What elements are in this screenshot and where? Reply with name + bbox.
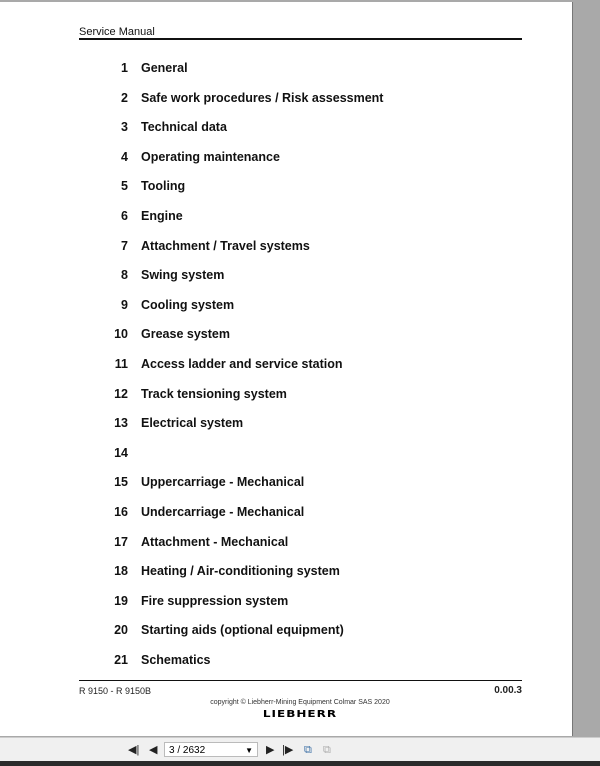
last-page-icon[interactable]: |▶ — [282, 744, 294, 756]
toc-number: 11 — [114, 357, 128, 371]
copyright: copyright © Liebherr-Mining Equipment Colmar SAS 2020 — [210, 699, 390, 706]
taskbar — [0, 761, 600, 766]
toc-title: Grease system — [141, 327, 230, 342]
toc-title: Electrical system — [141, 416, 244, 431]
liebherr-logo: LIEBHERR — [262, 708, 338, 720]
toc-title: Fire suppression system — [141, 593, 289, 608]
previous-view-icon[interactable]: ⧉ — [304, 744, 312, 756]
next-page-icon[interactable]: ▶ — [266, 744, 275, 756]
toc-number: 14 — [114, 445, 128, 460]
document-page — [0, 2, 573, 736]
toc-number: 4 — [121, 149, 128, 164]
toc-number: 12 — [114, 386, 128, 401]
previous-page-icon[interactable]: ◀ — [149, 744, 158, 756]
header-divider — [79, 38, 522, 40]
toc-title: Access ladder and service station — [141, 357, 343, 371]
toc-number: 9 — [121, 297, 128, 312]
toc-title: Undercarriage - Mechanical — [141, 505, 305, 519]
toc-number: 5 — [121, 179, 128, 194]
toc-title: Swing system — [141, 268, 225, 283]
footer-divider — [79, 680, 522, 681]
toc-number: 17 — [114, 534, 128, 549]
page-number: 0.00.3 — [494, 685, 522, 696]
toc-number: 2 — [121, 90, 128, 105]
toc-number: 21 — [114, 653, 128, 667]
toc-number: 7 — [121, 238, 128, 253]
toc-title: Track tensioning system — [141, 386, 287, 401]
model-label: R 9150 - R 9150B — [79, 686, 152, 696]
toc-title: Heating / Air-conditioning system — [141, 564, 340, 579]
toc-title: General — [141, 61, 188, 75]
toc-number: 8 — [121, 268, 128, 283]
toc-title: Attachment - Mechanical — [141, 534, 289, 549]
toc-title: Safe work procedures / Risk assessment — [141, 90, 384, 105]
toc-number: 1 — [121, 61, 128, 75]
toc-title: Technical data — [141, 120, 227, 135]
toc-number: 13 — [114, 416, 128, 431]
toc-title: Cooling system — [141, 297, 235, 312]
page-header: Service Manual — [79, 26, 155, 38]
chevron-down-icon[interactable]: ▼ — [245, 746, 253, 755]
page-field-value: 3 / 2632 — [169, 745, 206, 756]
toc-title: Schematics — [141, 653, 211, 667]
toc-number: 16 — [114, 505, 128, 519]
pdf-toolbar — [0, 737, 600, 762]
first-page-icon[interactable]: ◀| — [128, 744, 140, 756]
toc-number: 19 — [114, 593, 128, 608]
toc-title: Operating maintenance — [141, 149, 280, 164]
next-view-icon[interactable]: ⧉ — [323, 744, 331, 756]
toc-title: Tooling — [141, 179, 186, 194]
toc-number: 18 — [114, 564, 128, 579]
toc-number: 6 — [121, 209, 128, 223]
toc-title: Uppercarriage - Mechanical — [141, 475, 305, 490]
toc-number: 3 — [121, 120, 128, 135]
toc-number: 10 — [114, 327, 128, 342]
toc-title: Starting aids (optional equipment) — [141, 623, 344, 638]
page-number-input[interactable] — [164, 742, 258, 757]
toc-number: 15 — [114, 475, 128, 490]
toc-title: Attachment / Travel systems — [141, 238, 310, 253]
toc-title: Engine — [141, 209, 183, 223]
toc-number: 20 — [114, 623, 128, 638]
